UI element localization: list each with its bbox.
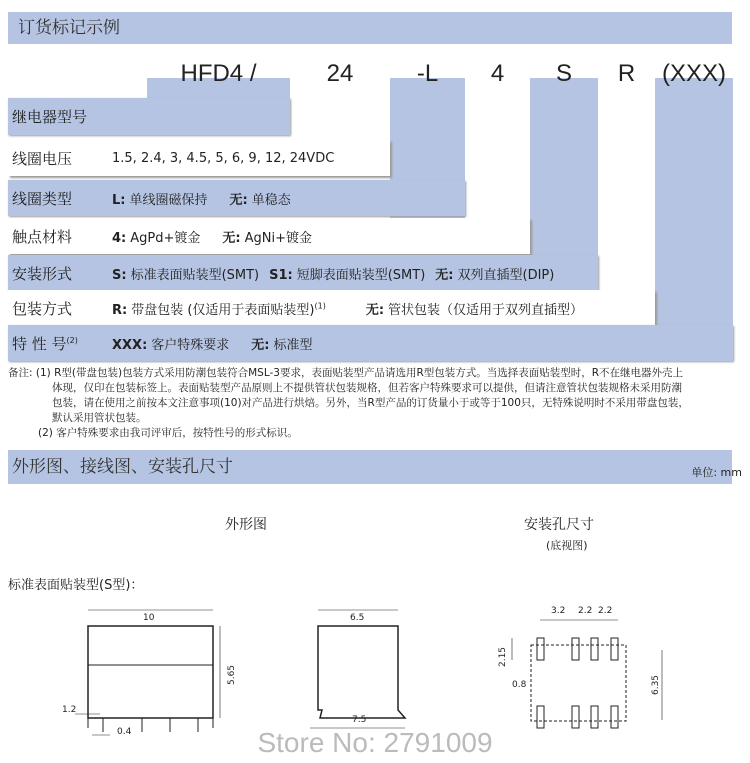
option-text: 带盘包装 (仅适用于表面贴装型) — [131, 302, 315, 318]
option-key: XXX: — [112, 337, 148, 353]
type-label: 标准表面贴装型(S型)： — [8, 578, 144, 593]
row-label: 线圈类型 — [12, 189, 73, 208]
option-text: 单线圈磁保持 — [129, 192, 208, 208]
code-packing: R — [617, 60, 636, 87]
code-voltage: 24 — [326, 60, 354, 87]
option-text: 标准型 — [273, 337, 313, 353]
outline-title: 外形图 — [225, 517, 267, 533]
option-key: 无: — [251, 337, 270, 353]
side-view-drawing — [310, 610, 405, 728]
note-line: 包装，请在使用之前按本文注意事项(10)对产品进行烘焙。另外，当R型产品的订货量小于或等于100只，无特殊说明时不采用带盘包装， — [52, 397, 689, 409]
row-packing — [8, 290, 655, 326]
row-special — [8, 325, 733, 361]
dim-pin-offset: 1.2 — [62, 705, 77, 715]
unit-label: 单位: mm — [691, 466, 742, 479]
option-key: 无: — [222, 230, 241, 246]
order-section-header: 订货标记示例 — [8, 12, 732, 44]
option-key: 4: — [112, 230, 127, 246]
dim-pad-length: 2.15 — [498, 646, 509, 668]
option-key: 无: — [365, 302, 385, 318]
option-text: 客户特殊要求 — [151, 337, 230, 353]
notes-prefix: 备注: — [8, 367, 33, 379]
row-label: 特 性 号 — [12, 334, 67, 353]
row-label: 安装形式 — [12, 264, 73, 283]
option-text: 管状包装（仅适用于双列直插型） — [388, 302, 584, 318]
note-line: 体现，仅印在包装标签上。表面贴装型产品原则上不提供管状包装规格，但若客户特殊要求可以提供，但请注意管状包装规格未采用防潮 — [52, 382, 682, 394]
store-watermark: Store No: 2791009 — [257, 727, 493, 758]
code-contact: 4 — [490, 60, 505, 87]
code-model: HFD4 / — [180, 60, 257, 87]
front-view-drawing — [75, 610, 220, 735]
code-column-special — [655, 78, 733, 360]
row-contact — [8, 218, 530, 254]
dim-pitch-2: 2.2 — [578, 606, 593, 616]
code-coil-type: -L — [416, 60, 439, 87]
row-voltage — [8, 140, 390, 176]
row-label: 线圈电压 — [12, 149, 73, 168]
note-line: 默认采用管状包装。 — [52, 412, 147, 424]
footnote-ref: (2) — [66, 335, 78, 345]
row-coil-type — [8, 180, 465, 216]
row-label: 触点材料 — [12, 227, 73, 246]
row-mounting — [8, 255, 598, 291]
code-mounting: S — [555, 60, 572, 87]
option-key: R: — [112, 302, 128, 318]
dim-width: 10 — [143, 613, 155, 623]
dim-height: 5.65 — [227, 664, 238, 686]
note-2: (2) 客户特殊要求由我司评审后，按特性号的形式标识。 — [38, 427, 298, 439]
row-label: 包装方式 — [12, 299, 73, 318]
dim-pad-width: 0.8 — [512, 680, 527, 690]
note-number: (1) — [35, 367, 51, 379]
option-key: S: — [112, 267, 127, 283]
row-label: 继电器型号 — [12, 108, 88, 126]
note-line: R型(带盘包装)包装方式采用防潮包装符合MSL-3要求，表面贴装型产品请选用R型包装方式。当选择表面贴装型时，R不在继电器外壳上 — [54, 367, 684, 379]
dim-side-top: 6.5 — [350, 613, 365, 623]
option-text: 标准表面贴装型(SMT) — [130, 267, 260, 283]
dim-side-bottom: 7.5 — [352, 715, 367, 725]
mount-title: 安装孔尺寸 — [524, 517, 594, 533]
option-key: L: — [112, 192, 126, 208]
dim-pin-width: 0.4 — [117, 727, 132, 737]
row-model — [8, 98, 290, 135]
dim-row-spacing: 6.35 — [651, 674, 662, 696]
option-text: 单稳态 — [251, 192, 291, 208]
footnote-ref: (1) — [314, 301, 326, 311]
option-text: 双列直插型(DIP) — [457, 267, 555, 283]
option-text: 短脚表面贴装型(SMT) — [296, 267, 426, 283]
option-text: AgNi+镀金 — [244, 230, 312, 246]
mount-pad-drawing — [512, 620, 662, 728]
mount-subtitle: (底视图) — [546, 539, 588, 552]
outline-section-header: 外形图、接线图、安装孔尺寸 — [8, 450, 732, 484]
code-special: (XXX) — [661, 60, 726, 87]
option-key: 无: — [435, 267, 454, 283]
option-text: 1.5, 2.4, 3, 4.5, 5, 6, 9, 12, 24VDC — [112, 150, 335, 166]
dim-pitch-3: 2.2 — [598, 606, 613, 616]
option-key: 无: — [229, 192, 248, 208]
option-key: S1: — [269, 267, 293, 283]
dim-pitch-1: 3.2 — [551, 606, 566, 616]
notes — [8, 366, 743, 441]
option-text: AgPd+镀金 — [130, 230, 201, 246]
